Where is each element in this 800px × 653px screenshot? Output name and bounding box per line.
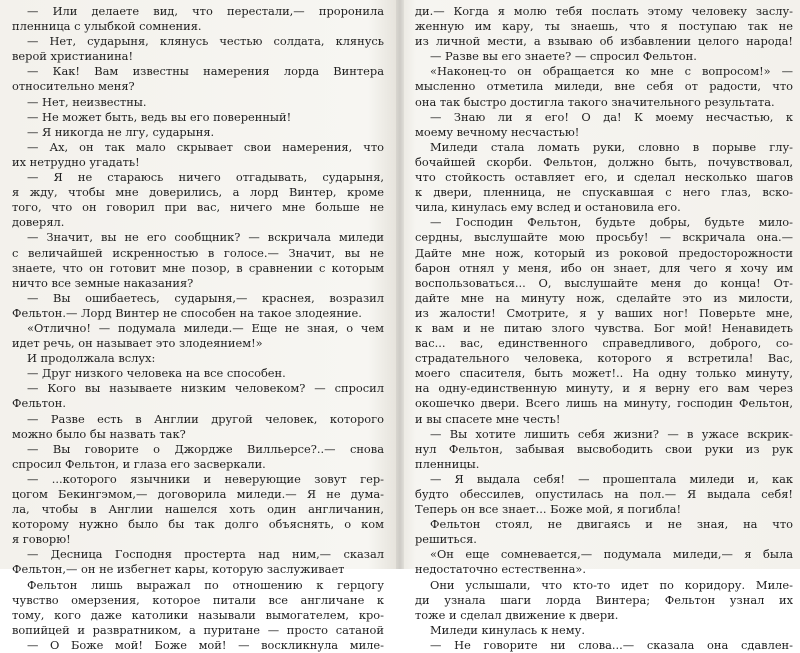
text-line: — Друг низкого человека на все способен.: [27, 366, 286, 381]
text-line: ла, чтобы в Англии нашелся хоть один англичанин,: [12, 502, 384, 517]
text-line: — О Боже мой! Боже мой! — воскликнула миле-: [27, 637, 384, 652]
text-line: — Вы говорите о Джордже Вилльерсе?..— снова: [27, 441, 384, 456]
text-line: к вам и не питаю злого чувства. Бог мой! Ненавидеть: [415, 320, 793, 335]
text-line: «Наконец-то он обращается ко мне с вопросом!» —: [430, 64, 793, 79]
text-line: моему вечному несчастью!: [415, 124, 580, 139]
text-line: — Не говорите ни слова...— сказала она сдавлен-: [430, 637, 793, 652]
text-line: — Десница Господня простерта над ним,— сказал: [27, 547, 384, 562]
text-line: идет речь, он называет это злодеянием!»: [12, 336, 263, 351]
text-line: женную им кару, ты знаешь, что я поступаю так не: [415, 19, 793, 34]
text-line: — Не может быть, ведь вы его поверенный!: [27, 109, 292, 124]
text-line: верой христианина!: [12, 49, 134, 64]
text-line: Теперь он все знает... Боже мой, я погибла!: [415, 502, 682, 517]
text-line: недостаточно естественна».: [415, 562, 586, 577]
text-line: дайте мне на минуту нож, сделайте это из милости,: [415, 290, 793, 305]
text-line: — Разве вы его знаете? — спросил Фельтон.: [430, 49, 697, 64]
book-gutter: [396, 0, 404, 569]
text-line: — Знаю ли я его! О да! К моему несчастью, к: [430, 109, 793, 124]
left-page: [12, 4, 384, 652]
text-line: Дайте мне нож, который из роковой предосторожности: [415, 245, 793, 260]
text-line: нул Фельтон, забывая высвободить свои руки из рук: [415, 441, 793, 456]
text-line: что стойкость оставляет его, и сделал несколько шагов: [415, 170, 793, 185]
text-line: их нетрудно угадать!: [12, 154, 140, 169]
text-line: Фельтон стоял, не двигаясь и не зная, на что: [430, 517, 793, 532]
text-line: «Отлично! — подумала миледи.— Еще не зная, о чем: [27, 320, 384, 335]
text-line: — Ах, он так мало скрывает свои намерения, что: [27, 139, 384, 154]
text-line: тому, кого даже католики называли вымогателем, кро-: [12, 607, 384, 622]
text-line: воспользоваться... О, выслушайте меня до конца! От-: [415, 275, 793, 290]
text-line: — Значит, вы не его сообщник? — вскричала миледи: [27, 230, 384, 245]
text-line: Фельтон лишь выражал по отношению к герцогу: [27, 577, 384, 592]
text-line: и вы спасете мне честь!: [415, 411, 561, 426]
text-line: чила, кинулась ему вслед и остановила его.: [415, 200, 681, 215]
text-line: — Разве есть в Англии другой человек, которого: [27, 411, 384, 426]
text-line: «Он еще сомневается,— подумала миледи,— я была: [430, 547, 793, 562]
text-line: сердны, выслушайте мою просьбу! — вскричала она.—: [415, 230, 793, 245]
text-line: моего спасителя, быть может!.. На одну только минуту,: [415, 366, 793, 381]
text-line: чувство омерзения, которое питали все англичане к: [12, 592, 384, 607]
text-line: будто обессилев, опустилась на пол.— Я выдала себя!: [415, 487, 793, 501]
text-line: Миледи кинулась к нему.: [430, 622, 585, 637]
text-line: цогом Бекингэмом,— договорила миледи.— Я не дума-: [12, 487, 384, 501]
text-line: Миледи стала ломать руки, словно в порыве глу-: [430, 139, 793, 154]
text-line: вас... вас, единственного справедливого, доброго, со-: [415, 336, 793, 351]
text-line: — ...которого язычники и неверующие зовут гер-: [27, 471, 384, 486]
text-line: к двери, пленница, не спускавшая с него глаз, вско-: [415, 185, 793, 200]
text-line: на одну-единственную минуту, и я верну его вам через: [415, 381, 793, 396]
text-line: из жалости! Смотрите, я у ваших ног! Поверьте мне,: [415, 305, 793, 320]
text-line: Они услышали, что кто-то идет по коридору. Миле-: [430, 577, 793, 592]
text-line: можно было бы назвать так?: [12, 426, 186, 441]
text-line: Фельтон.: [12, 396, 67, 411]
text-line: она так быстро достигла такого значительного результата.: [415, 94, 775, 109]
text-line: знаете, что он готовит мне позор, в сравнении с которым: [12, 260, 384, 275]
text-line: бочайшей скорби. Фельтон, должно быть, почувствовал,: [415, 154, 793, 169]
text-line: — Господин Фельтон, будьте добры, будьте мило-: [430, 215, 793, 230]
text-line: пленницы.: [415, 456, 480, 471]
text-line: — Нет, неизвестны.: [27, 94, 147, 109]
text-line: — Кого вы называете низким человеком? — спросил: [27, 381, 384, 396]
text-line: относительно меня?: [12, 79, 135, 94]
text-line: Фельтон,— он не избегнет кары, которую заслуживает: [12, 562, 345, 577]
text-line: барон отнял у меня, ибо он знает, для чего я хочу им: [415, 260, 793, 275]
text-line: — Нет, сударыня, клянусь честью солдата, клянусь: [27, 34, 384, 49]
text-line: из личной мести, а взываю об избавлении целого народа!: [415, 34, 793, 49]
text-line: — Или делаете вид, что перестали,— проронила: [27, 4, 384, 18]
right-page: [415, 4, 793, 652]
text-line: спросил Фельтон, и глаза его засверкали.: [12, 456, 266, 471]
text-line: решиться.: [415, 532, 477, 547]
text-line: с величайшей искренностью в голосе.— Значит, вы не: [12, 245, 384, 260]
text-line: — Как! Вам известны намерения лорда Винтера: [27, 64, 384, 79]
text-line: пленница с улыбкой сомнения.: [12, 19, 202, 34]
text-line: окошечко двери. Всего лишь на минуту, господин Фельтон,: [415, 396, 793, 411]
text-line: того, что он говорил при вас, ничего мне больше не: [12, 200, 384, 215]
text-line: доверял.: [12, 215, 65, 230]
text-line: которому нужно было бы так долго объяснять, о ком: [12, 517, 384, 532]
text-line: мысленно отметила миледи, вне себя от радости, что: [415, 79, 793, 94]
text-line: я жду, чтобы мне доверились, а лорд Винтер, кроме: [12, 185, 384, 200]
text-line: вопийцей и развратником, а пуритане — просто сатаной: [12, 622, 384, 637]
text-line: я говорю!: [12, 532, 71, 547]
text-line: — Вы хотите лишить себя жизни? — в ужасе вскрик-: [430, 426, 793, 441]
text-line: — Я никогда не лгу, сударыня.: [27, 124, 215, 139]
text-line: — Вы ошибаетесь, сударыня,— краснея, возразил: [27, 290, 384, 305]
text-line: страдательного человека, которого я встретила! Вас,: [415, 351, 793, 366]
text-line: ди узнала шаги лорда Винтера; Фельтон узнал их: [415, 592, 793, 607]
text-line: ди.— Когда я молю тебя послать этому человеку заслу-: [415, 4, 793, 18]
text-line: тоже и сделал движение к двери.: [415, 607, 619, 622]
text-line: — Я не стараюсь ничего отгадывать, сударыня,: [27, 170, 384, 185]
text-line: И продолжала вслух:: [27, 351, 156, 366]
text-line: — Я выдала себя! — прошептала миледи и, как: [430, 471, 793, 486]
text-line: ничто все земные наказания?: [12, 275, 194, 290]
text-line: Фельтон.— Лорд Винтер не способен на такое злодеяние.: [12, 305, 362, 320]
